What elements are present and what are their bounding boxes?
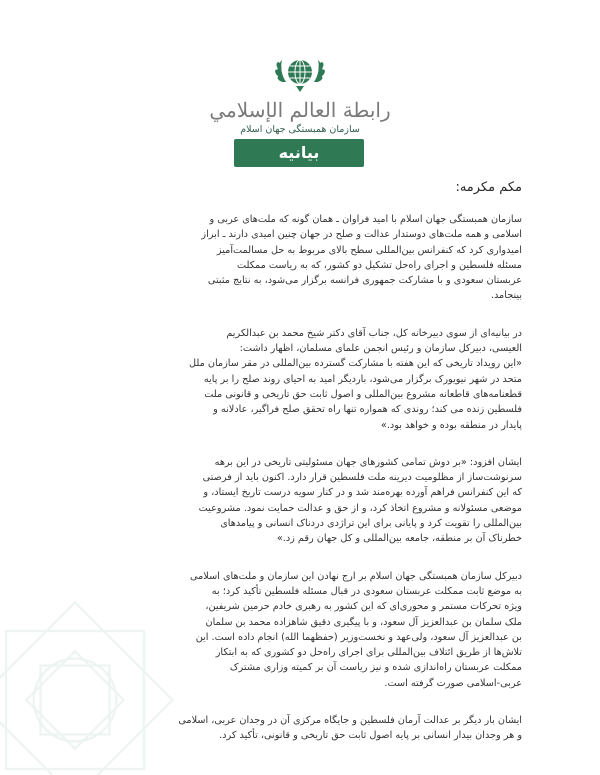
text-line: عربی-اسلامی صورت گرفته است.	[384, 677, 522, 689]
text-line: ایشان افزود: «بر دوش تمامی کشورهای جهان مسئولیتی تاریخی در این برهه	[214, 456, 522, 468]
text-line: عربستان سعودی و با مشارکت جمهوری فرانسه برگزار می‌شود، به نتایج مثبتی	[207, 275, 522, 287]
text-line: بین‌المللی را تقویت کرد و پایانی برای این تراژدی دردناک انسانی و پیامدهای	[220, 518, 522, 530]
text-line: فلسطین زنده می کند؛ روندی که همواره تنها راه تحقق صلح فراگیر، عادلانه و	[213, 404, 522, 416]
text-line: پایدار در منطقه بوده و خواهد بود.»	[380, 419, 522, 431]
paragraph	[78, 455, 522, 547]
text-line: متحد در شهر نیویورک برگزار می‌شود، باردیگر امید به احیای روند صلح را بر پایه	[203, 373, 522, 385]
statement-body	[78, 212, 522, 766]
text-line: به موضع ثابت ممکلت عربستان سعودی در قبال مسئله فلسطین تأکید کرد؛ به	[211, 585, 522, 597]
location-salutation: مکم مکرمه:	[455, 180, 522, 195]
organization-name-arabic: رابطة العالم الإسلامي	[209, 98, 391, 122]
paragraph	[78, 326, 522, 433]
text-line: که این کنفرانس فراهم آورده بهره‌مند شد و در کنار سویه درست تاریخ ایستاد، و	[203, 487, 522, 499]
text-line: ممکلت عربستان راه‌اندازی شده و نیز ریاست آن بر کمیته وزاری مشترک	[229, 662, 522, 674]
text-line: و هر وجدان بیدار انسانی بر پایه اصول ثابت حق تاریخی و قانونی، تأکید کرد.	[219, 730, 522, 742]
organization-emblem-icon	[270, 52, 330, 96]
text-line: العیسی، دبیرکل سازمان و رئیس انجمن علمای مسلمان، اظهار داشت:	[239, 343, 522, 355]
text-line: «این رویداد تاریخی که این هفته با مشارکت گسترده بین‌المللی در مقر سازمان ملل	[189, 358, 522, 370]
text-line: اسلامی و همه ملت‌های دوستدار عدالت و صلح در جهان چنین امیدی دارند ـ ابراز	[201, 229, 522, 241]
text-line: بن عبدالعزیز آل سعود، ولی‌عهد و نخست‌وزیر (حفظهما الله) انجام داده است. این	[195, 631, 522, 643]
text-line: دبیرکل سازمان همبستگی جهان اسلام بر ارج نهادن این سازمان و ملت‌های اسلامی	[190, 570, 522, 582]
paragraph	[78, 569, 522, 691]
text-line: قطعنامه‌های قاطعانه مشروع بین‌المللی و اصول ثابت حق تاریخی و قانونی ملت	[204, 388, 522, 400]
statement-title: بیانیه	[234, 139, 364, 167]
text-line: خطرناک آن بر منطقه، جامعه بین‌المللی و کل جهان رقم زد.»	[276, 533, 522, 545]
text-line: بینجامد.	[490, 290, 522, 302]
text-line: امیدواری کرد که کنفرانس بین‌المللی سطح بالای مربوط به حل مسالمت‌آمیز	[216, 244, 522, 256]
text-line: موضعی مسئولانه و مشروع اتخاذ کرد، و از حق و عدالت حمایت نمود. مشروعیت	[198, 502, 522, 514]
organization-name-persian: سازمان همبستگی جهان اسلام	[240, 124, 360, 135]
paragraph	[78, 713, 522, 744]
text-line: سرنوشت‌ساز از مظلومیت دیرینه ملت فلسطین قرار دارد. اکنون باید از فرصتی	[202, 472, 522, 484]
text-line: سازمان همبستگی جهان اسلام با امید فراوان ـ همان گونه که ملت‌های عربی و	[209, 214, 522, 225]
text-line: مسئله فلسطین و اجرای راه‌حل تشکیل دو کشور، که به ریاست ممکلت	[236, 259, 522, 271]
text-line: تلاش‌ها از طریق ائتلاف بین‌المللی برای اجرای راه‌حل دو کشوری که به ابتکار	[215, 647, 522, 659]
text-line: در بیانیه‌ای از سوی دبیرخانه کل، جناب آقای دکتر شیخ محمد بن عبدالکریم	[226, 327, 522, 339]
paragraph	[78, 212, 522, 304]
text-line: ویژه تحرکات مستمر و محوری‌ای که این کشور به رهبری خادم حرمین شریفین،	[205, 601, 522, 613]
text-line: ایشان بار دیگر بر عدالت آرمان فلسطین و جایگاه مرکزی آن در وجدان عربی، اسلامی	[178, 715, 522, 727]
text-line: ملک سلمان بن عبدالعزیز آل سعود، و با پیگیری دقیق شاهزاده محمد بن سلمان	[205, 616, 522, 628]
